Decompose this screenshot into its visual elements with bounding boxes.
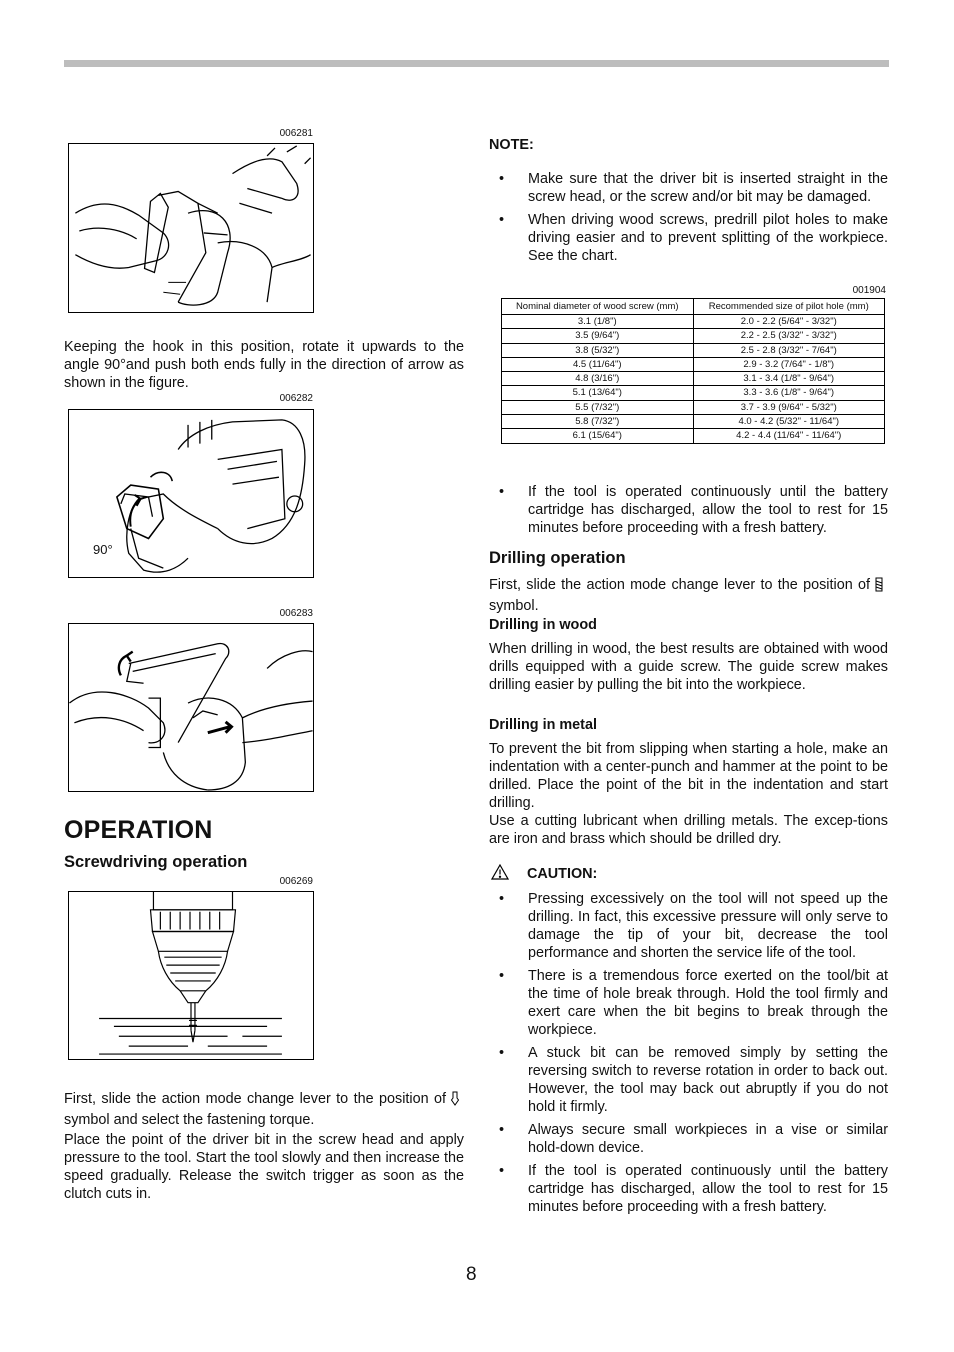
screw-mode-text-after: symbol and select the fastening torque. xyxy=(64,1112,315,1128)
table-cell: 2.5 - 2.8 (3/32" - 7/64") xyxy=(693,343,885,357)
screwdriving-procedure: Place the point of the driver bit in the screw head and apply pressure to the tool. Start the tool slowly and then increase the speed gradually. Release the switch trigger as soon as the clutch cuts in. xyxy=(64,1132,464,1202)
table-row xyxy=(502,429,885,443)
caution-item: • There is a tremendous force exerted on the tool/bit at the time of hole break through. Hold the tool firmly and exert care when the bit begins to break through the workpiece. xyxy=(490,967,888,1039)
table-row xyxy=(502,372,885,386)
table-cell: 4.0 - 4.2 (5/32" - 11/64") xyxy=(693,415,885,429)
table-cell: 3.7 - 3.9 (9/64" - 5/32") xyxy=(693,400,885,414)
table-cell: 2.2 - 2.5 (3/32" - 3/32") xyxy=(693,329,885,343)
figure-code-006269: 006269 xyxy=(279,876,313,887)
table-cell: 2.9 - 3.2 (7/64" - 1/8") xyxy=(693,357,885,371)
note-list xyxy=(490,170,888,265)
drilling-metal-lubricant-text: Use a cutting lubricant when drilling metals. The excep-tions are iron and brass which should be drilled dry. xyxy=(489,813,888,847)
drill-mode-text-before: First, slide the action mode change lever to the position of xyxy=(489,577,870,593)
table-row xyxy=(502,400,885,414)
table-header-row xyxy=(502,299,885,315)
note-item: • Make sure that the driver bit is inserted straight in the screw head, or the screw and/or bit may be damaged. xyxy=(490,170,888,206)
drilling-mode-instruction xyxy=(489,576,888,615)
table-cell: 6.1 (15/64") xyxy=(502,429,694,443)
figure-code-006283: 006283 xyxy=(279,608,313,619)
heading-screwdriving: Screwdriving operation xyxy=(64,853,248,871)
table-row xyxy=(502,329,885,343)
heading-drilling-wood: Drilling in wood xyxy=(489,617,597,633)
table-cell: 3.1 - 3.4 (1/8" - 9/64") xyxy=(693,372,885,386)
table-row xyxy=(502,415,885,429)
table-cell: 5.5 (7/32") xyxy=(502,400,694,414)
pilot-hole-table xyxy=(501,298,885,444)
table-cell: 4.8 (3/16") xyxy=(502,372,694,386)
drill-symbol-icon xyxy=(874,577,884,597)
figure-code-006281: 006281 xyxy=(279,128,313,139)
table-row xyxy=(502,357,885,371)
table-row xyxy=(502,343,885,357)
figure-screwdriving xyxy=(68,891,314,1060)
caution-item: • A stuck bit can be removed simply by setting the reversing switch to reverse rotation in order to back out. However, the tool may back out abruptly if you do not hold it firmly. xyxy=(490,1044,888,1116)
note-item: • When driving wood screws, predrill pilot holes to make driving easier and to prevent splitting of the workpiece. See the chart. xyxy=(490,211,888,265)
note-label: NOTE: xyxy=(489,137,534,153)
table-cell: 3.5 (9/64") xyxy=(502,329,694,343)
table-row xyxy=(502,386,885,400)
table-cell: 3.1 (1/8") xyxy=(502,315,694,329)
table-cell: 3.8 (5/32") xyxy=(502,343,694,357)
table-cell: 4.2 - 4.4 (11/64" - 11/64") xyxy=(693,429,885,443)
table-header-screw-diameter: Nominal diameter of wood screw (mm) xyxy=(502,299,694,315)
caution-item: • If the tool is operated continuously until the battery cartridge has discharged, allow the tool to rest for 15 minutes before proceeding with a fresh battery. xyxy=(490,1162,888,1216)
hook-rotate-instruction: Keeping the hook in this position, rotate it upwards to the angle 90°and push both ends fully in the direction of arrow as shown in the figure. xyxy=(64,339,464,391)
battery-note-list xyxy=(490,483,888,537)
battery-note-item: • If the tool is operated continuously until the battery cartridge has discharged, allow the tool to rest for 15 minutes before proceeding with a fresh battery. xyxy=(490,483,888,537)
drilling-wood-text: When drilling in wood, the best results are obtained with wood drills equipped with a guide screw. The guide screw makes drilling easier by pulling the bit into the workpiece. xyxy=(489,641,888,693)
caution-item: • Always secure small workpieces in a vise or similar hold-down device. xyxy=(490,1121,888,1157)
screwdriving-mode-instruction xyxy=(64,1090,464,1129)
caution-list xyxy=(490,890,888,1216)
caution-label: CAUTION: xyxy=(527,866,598,882)
figure-code-006282: 006282 xyxy=(279,393,313,404)
table-cell: 2.0 - 2.2 (5/64" - 3/32") xyxy=(693,315,885,329)
table-header-pilot-hole: Recommended size of pilot hole (mm) xyxy=(693,299,885,315)
drilling-metal-text: To prevent the bit from slipping when starting a hole, make an indentation with a center-punch and hammer at the point to be drilled. Place the point of the bit in the indentation and start drilling. xyxy=(489,741,888,811)
table-code-001904: 001904 xyxy=(852,285,886,296)
heading-drilling-operation: Drilling operation xyxy=(489,549,626,567)
figure-hook-install xyxy=(68,143,314,313)
screw-mode-text-before: First, slide the action mode change lever to the position of xyxy=(64,1091,446,1107)
table-cell: 5.1 (13/64") xyxy=(502,386,694,400)
table-cell: 5.8 (7/32") xyxy=(502,415,694,429)
figure-hook-rotate-90 xyxy=(68,409,314,578)
figure-hook-push xyxy=(68,623,314,792)
caution-item: • Pressing excessively on the tool will not speed up the drilling. In fact, this excessive pressure will only serve to damage the tip of your bit, decrease the tool performance and shorten the service life of the tool. xyxy=(490,890,888,962)
screw-symbol-icon xyxy=(450,1091,460,1111)
heading-drilling-metal: Drilling in metal xyxy=(489,717,597,733)
angle-label-90: 90° xyxy=(93,542,113,557)
caution-warning-icon xyxy=(491,864,509,885)
table-row xyxy=(502,315,885,329)
header-rule xyxy=(64,60,889,67)
section-title-operation: OPERATION xyxy=(64,816,213,844)
table-cell: 4.5 (11/64") xyxy=(502,357,694,371)
table-cell: 3.3 - 3.6 (1/8" - 9/64") xyxy=(693,386,885,400)
drill-mode-text-after: symbol. xyxy=(489,598,539,614)
page-number: 8 xyxy=(466,1264,477,1285)
